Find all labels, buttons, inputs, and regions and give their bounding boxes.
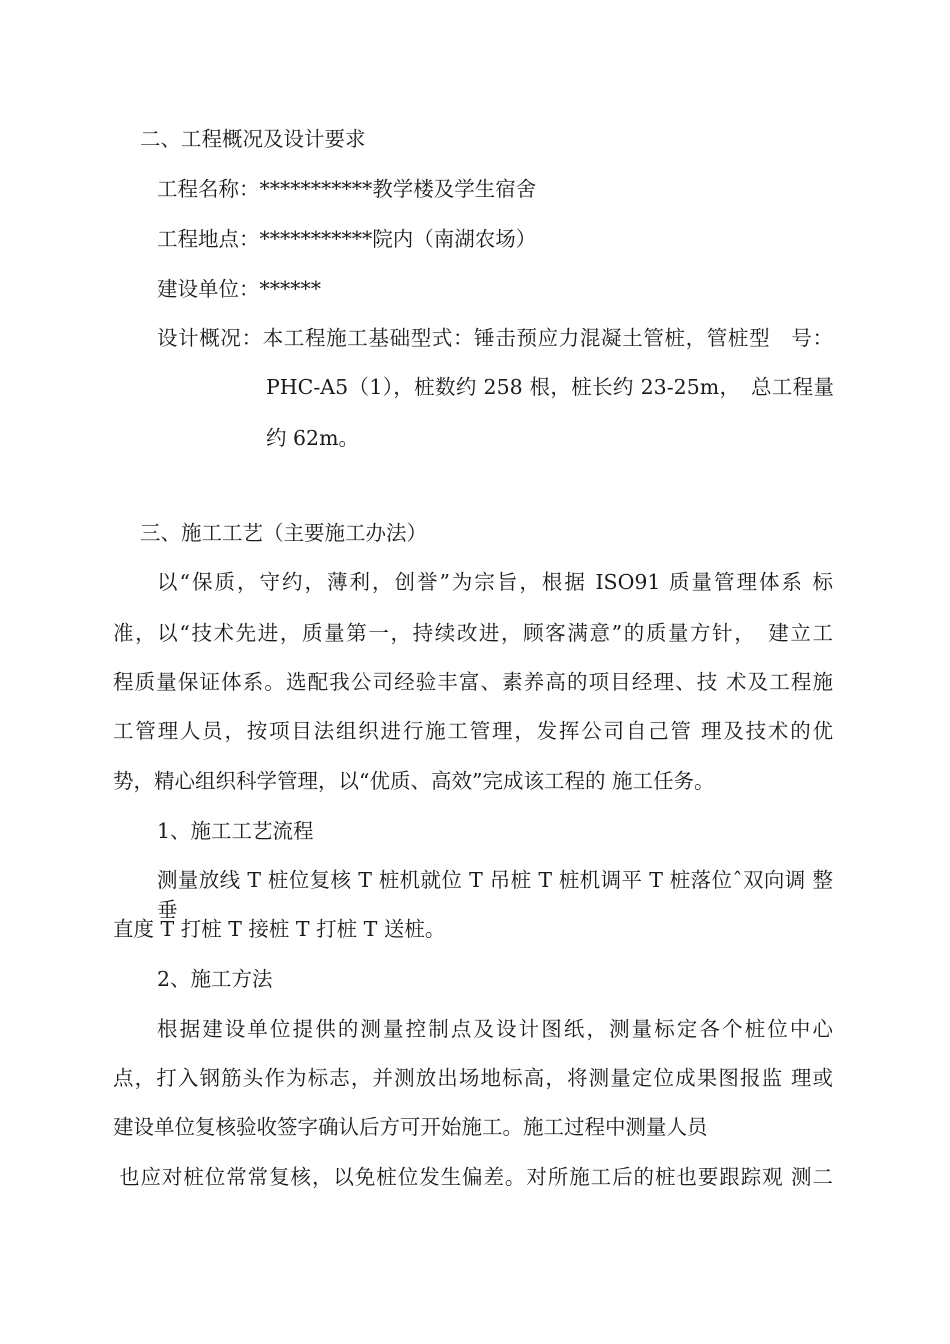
subheading-process-flow: 1、施工工艺流程 — [157, 819, 314, 843]
paragraph-line: 根据建设单位提供的测量控制点及设计图纸，测量标定各个桩位中心 — [157, 1017, 833, 1041]
paragraph-line: 工管理人员，按项目法组织进行施工管理，发挥公司自己管 理及技术的优 — [113, 719, 833, 743]
subheading-construction-method: 2、施工方法 — [157, 967, 273, 991]
paragraph-line: 以“保质，守约，薄利，创誉”为宗旨，根据 ISO91 质量管理体系 标 — [157, 570, 833, 594]
paragraph-line: 势，精心组织科学管理，以“优质、高效”完成该工程的 施工任务。 — [113, 769, 715, 793]
paragraph-line: 也应对桩位常常复核，以免桩位发生偏差。对所施工后的桩也要跟踪观 测二 — [119, 1165, 833, 1189]
paragraph-line: 准，以“技术先进，质量第一，持续改进，顾客满意”的质量方针， 建立工 — [113, 621, 833, 645]
flow-line: 直度 T 打桩 T 接桩 T 打桩 T 送桩。 — [113, 917, 446, 941]
paragraph-line: 点，打入钢筋头作为标志，并测放出场地标高，将测量定位成果图报监 理或 — [113, 1066, 833, 1090]
flow-line: 测量放线 T 桩位复核 T 桩机就位 T 吊桩 T 桩机调平 T 桩落位ˆ双向调 整垂 — [157, 868, 833, 922]
project-location: 工程地点：***********院内（南湖农场） — [157, 227, 537, 251]
section-heading-overview: 二、工程概况及设计要求 — [140, 127, 366, 151]
builder: 建设单位：****** — [157, 277, 321, 301]
paragraph-line: 程质量保证体系。选配我公司经验丰富、素养高的项目经理、技 术及工程施 — [113, 670, 833, 694]
design-overview-line2: PHC-A5（1），桩数约 258 根，桩长约 23-25m， 总工程量 — [266, 375, 834, 399]
section-heading-process: 三、施工工艺（主要施工办法） — [140, 521, 427, 545]
design-overview-line1: 设计概况：本工程施工基础型式：锤击预应力混凝土管桩，管桩型 号： — [157, 326, 833, 350]
project-name: 工程名称：***********教学楼及学生宿舍 — [157, 177, 537, 201]
design-overview-line3: 约 62m。 — [266, 426, 360, 450]
paragraph-line: 建设单位复核验收签字确认后方可开始施工。施工过程中测量人员 — [113, 1115, 708, 1139]
